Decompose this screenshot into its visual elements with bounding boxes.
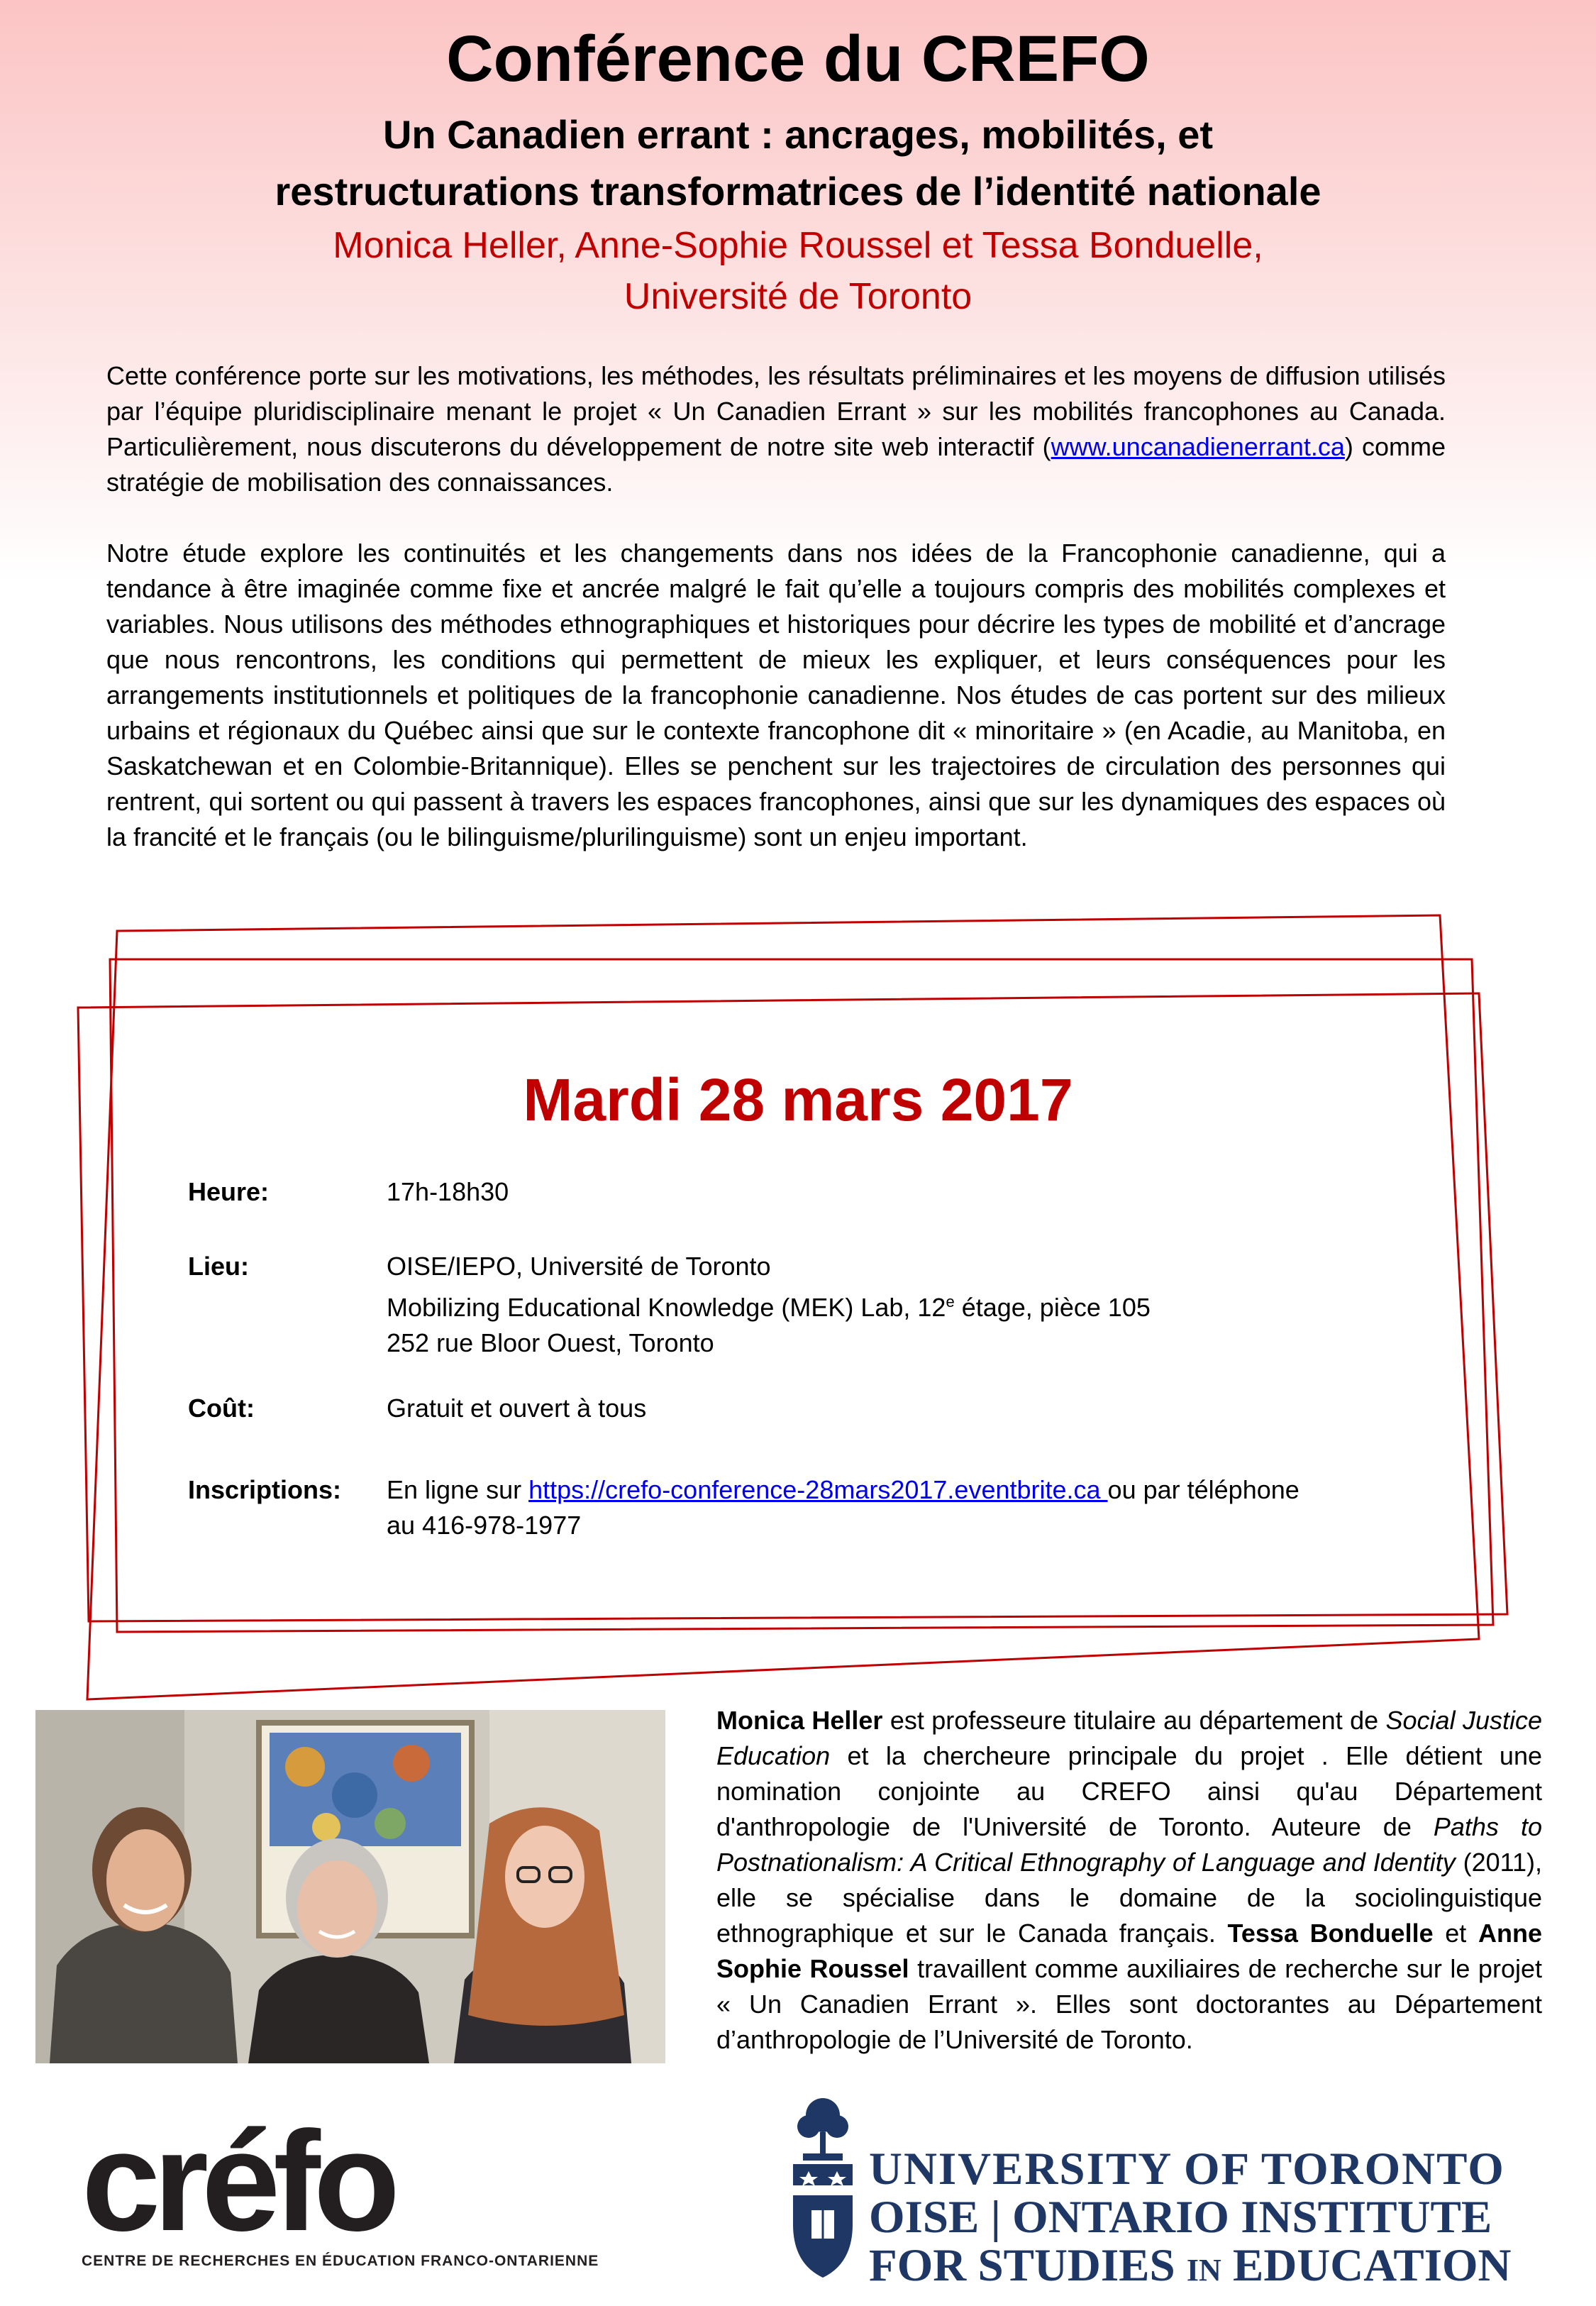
heure-value: 17h-18h30	[387, 1177, 509, 1206]
subtitle-line-1: Un Canadien errant : ancrages, mobilités, et	[382, 112, 1214, 157]
crefo-wordmark: créfo	[82, 2102, 394, 2261]
crefo-logo	[82, 2102, 599, 2270]
uoft-crest-icon	[787, 2097, 858, 2281]
bio-paragraph: Monica Heller est professeure titulaire au département de Social Justice Education et la chercheure principale du projet . Elle détient une nomination conjointe au CREFO ainsi qu'au Département d'anthropologie de l'Université de Toronto. Auteure de Paths to Postnationalism: A Critical Ethnography of Language and Identity (2011), elle se spécialise dans le domaine de la sociolinguistique ethnographique et sur le Canada français. Tessa Bonduelle et Anne Sophie Roussel travaillent comme auxiliaires de recherche sur le projet « Un Canadien Errant ». Elles sont doctorantes au Département d’anthropologie de l’Université de Toronto.	[716, 1706, 1542, 2054]
event-date: Mardi 28 mars 2017	[523, 1066, 1073, 1133]
study-paragraph: Notre étude explore les continuités et les changements dans nos idées de la Francophonie canadienne, qui a tendance à être imaginée comme fixe et ancrée malgré le fait qu’elle a toujours compris des mobilités complexes et variables. Nous utilisons des méthodes ethnographiques et historiques pour décrire les types de mobilité et d’ancrage que nous rencontrons, les conditions qui permettent de mieux les expliquer, et leurs conséquences pour les arrangements institutionnels et politiques de la francophonie canadienne. Nos études de cas portent sur des milieux urbains et régionaux du Québec ainsi que sur le contexte francophone dit « minoritaire » (en Acadie, au Manitoba, en Saskatchewan et en Colombie-Britannique). Elles se penchent sur les trajectoires de circulation des personnes qui rentrent, qui sortent ou qui passent à travers les espaces francophones, ainsi que sur les dynamiques des espaces où la francité et le français (ou le bilinguisme/plurilinguisme) sont un enjeu important.	[106, 539, 1446, 851]
cout-label: Coût:	[188, 1394, 255, 1423]
page-title: Conférence du CREFO	[446, 23, 1150, 95]
eventbrite-link[interactable]: https://crefo-conference-28mars2017.eventbrite.ca	[528, 1475, 1108, 1504]
lieu-value	[387, 1249, 1151, 1361]
lieu-line-3: 252 rue Bloor Ouest, Toronto	[387, 1328, 714, 1357]
uoft-name: UNIVERSITY OF TORONTO	[869, 2144, 1505, 2195]
heure-label: Heure:	[188, 1177, 270, 1206]
authors-line-1: Monica Heller, Anne-Sophie Roussel et Tessa Bonduelle,	[333, 225, 1263, 266]
inscriptions-label: Inscriptions:	[188, 1475, 342, 1504]
lieu-line-2: Mobilizing Educational Knowledge (MEK) Lab, 12e étage, pièce 105	[387, 1293, 1151, 1322]
lieu-line-1: OISE/IEPO, Université de Toronto	[387, 1252, 771, 1281]
inscriptions-value: En ligne sur https://crefo-conference-28mars2017.eventbrite.ca ou par téléphone au 416-978-1977	[387, 1472, 1299, 1543]
authors-line-2: Université de Toronto	[624, 276, 972, 317]
cout-value: Gratuit et ouvert à tous	[387, 1394, 647, 1423]
project-website-link[interactable]: www.uncanadienerrant.ca	[1051, 432, 1345, 461]
subtitle-line-2: restructurations transformatrices de l’identité nationale	[275, 169, 1321, 214]
phone-number: au 416-978-1977	[387, 1511, 582, 1540]
speakers-photo	[35, 1710, 665, 2063]
oise-line-2: FOR STUDIES IN EDUCATION	[869, 2240, 1512, 2291]
intro-paragraph: Cette conférence porte sur les motivations, les méthodes, les résultats préliminaires et les moyens de diffusion utilisés par l’équipe pluridisciplinaire menant le projet « Un Canadien Errant » sur les mobilités francophones au Canada. Particulièrement, nous discuterons du développement de notre site web interactif (www.uncanadienerrant.ca) comme stratégie de mobilisation des connaissances.	[106, 361, 1446, 497]
crefo-tagline: CENTRE DE RECHERCHES EN ÉDUCATION FRANCO-ONTARIENNE	[82, 2253, 599, 2269]
lieu-label: Lieu:	[188, 1252, 249, 1281]
oise-line: OISE | ONTARIO INSTITUTE	[869, 2192, 1492, 2243]
